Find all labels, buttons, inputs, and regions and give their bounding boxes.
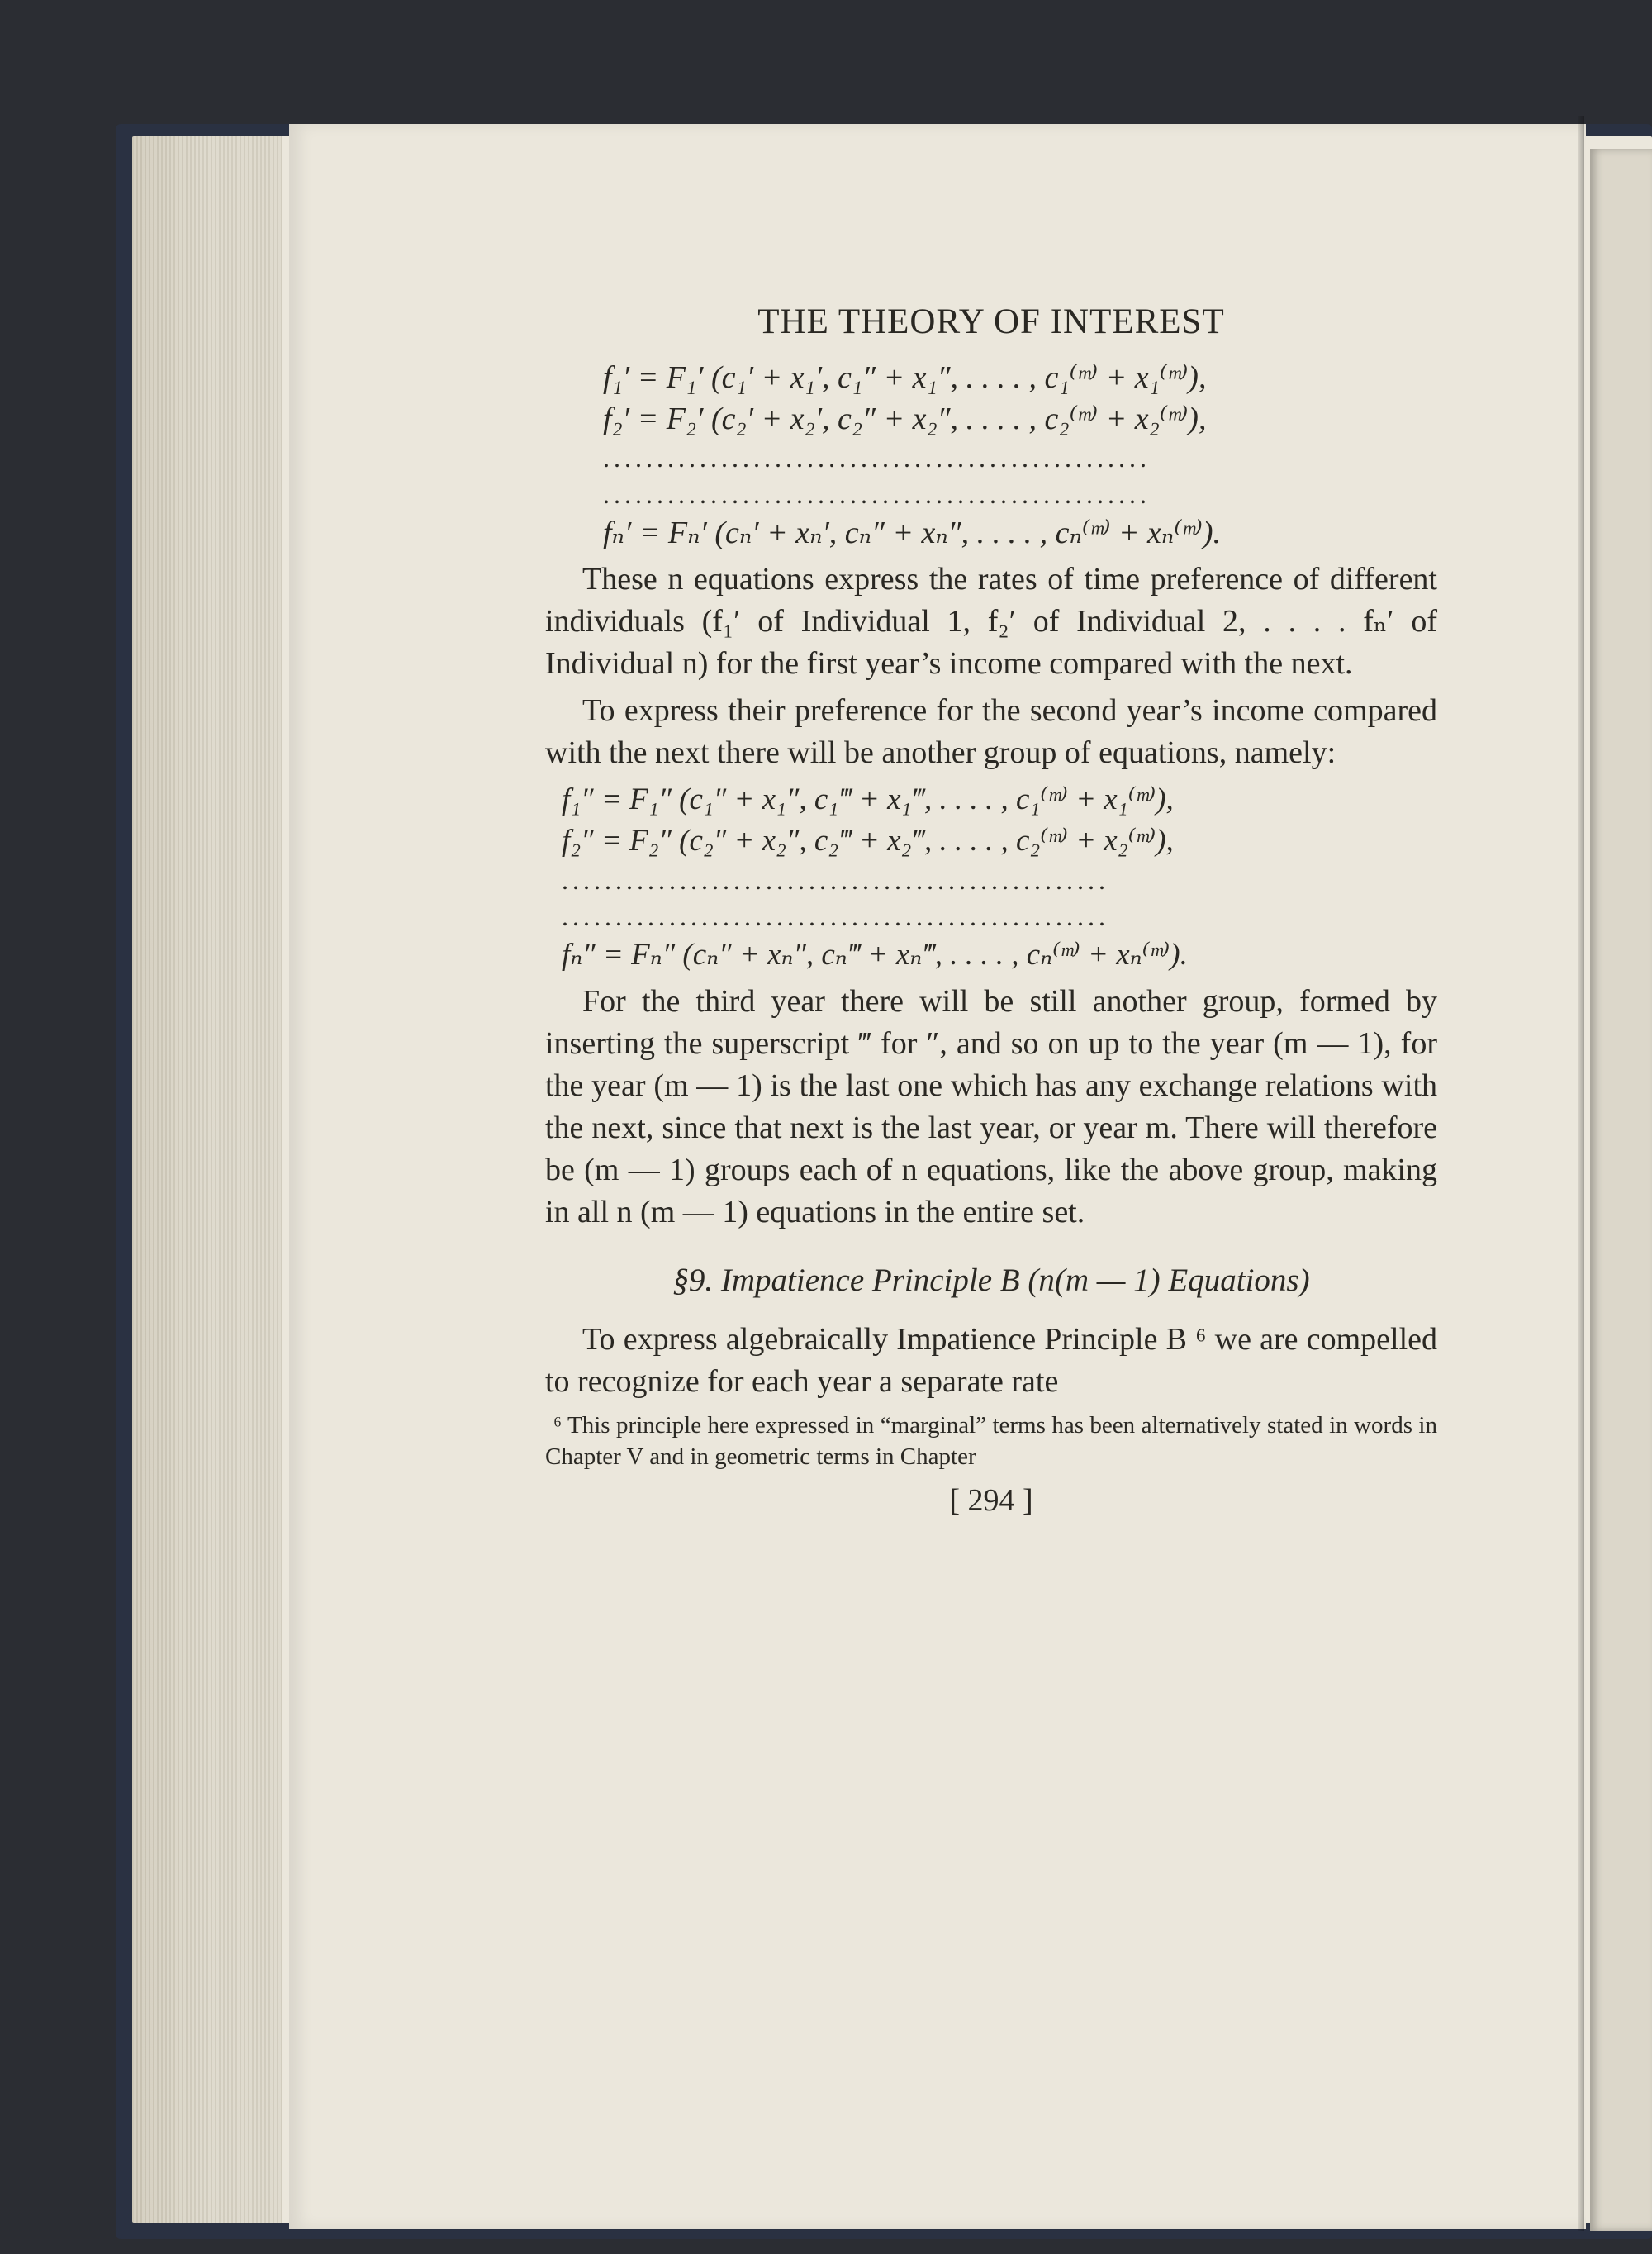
equation-row: fₙ″ = Fₙ″ (cₙ″ + xₙ″, cₙ‴ + xₙ‴, . . . . , cₙ⁽ᵐ⁾ + xₙ⁽ᵐ⁾). bbox=[562, 938, 1188, 972]
paragraph: For the third year there will be still another group, formed by inserting the superscript ‴ for ″, and so on up to the year (m — 1), for the year (m — 1) is the last one which has any exchange relations with the next, since that next is the last year, or year m. There will therefore be (m — 1) groups each of n equations, like the above group, making in all n (m — 1) equations in the entire set. bbox=[545, 984, 1437, 1229]
equation-row: f₂′ = F₂′ (c₂′ + x₂′, c₂″ + x₂″, . . . . , c₂⁽ᵐ⁾ + x₂⁽ᵐ⁾), bbox=[603, 402, 1207, 436]
equation-row: f₁″ = F₁″ (c₁″ + x₁″, c₁‴ + x₁‴, . . . . , c₁⁽ᵐ⁾ + x₁⁽ᵐ⁾), bbox=[562, 782, 1174, 816]
equation-row: f₁′ = F₁′ (c₁′ + x₁′, c₁″ + x₁″, . . . . , c₁⁽ᵐ⁾ + x₁⁽ᵐ⁾), bbox=[603, 360, 1207, 395]
dot-leader-row: ................................................... bbox=[603, 443, 1151, 473]
page-text bbox=[545, 285, 1437, 1519]
paragraph: To express their preference for the second year’s income compared with the next there will be another group of equations, namely: bbox=[545, 693, 1437, 770]
page-edges bbox=[134, 136, 282, 2223]
section-heading: §9. Impatience Principle B (n(m — 1) Equations) bbox=[672, 1263, 1310, 1298]
facing-page-edge bbox=[1590, 149, 1652, 2231]
book-gutter bbox=[1578, 116, 1584, 2231]
dot-leader-row: ................................................... bbox=[562, 901, 1109, 931]
equation-row: fₙ′ = Fₙ′ (cₙ′ + xₙ′, cₙ″ + xₙ″, . . . . , cₙ⁽ᵐ⁾ + xₙ⁽ᵐ⁾). bbox=[603, 516, 1221, 550]
paragraph: These n equations express the rates of time preference of different individuals (f₁′ of Individual 1, f₂′ of Individual 2, . . . . fₙ′ of Individual n) for the first year’s income compared with the next. bbox=[545, 562, 1437, 681]
footnote: ⁶ This principle here expressed in “marginal” terms has been alternatively stated in words in Chapter V and in geometric terms in Chapter bbox=[545, 1412, 1437, 1470]
page-number: [ 294 ] bbox=[949, 1483, 1033, 1518]
dot-leader-row: ................................................... bbox=[562, 865, 1109, 895]
dot-leader-row: ................................................... bbox=[603, 479, 1151, 509]
equation-row: f₂″ = F₂″ (c₂″ + x₂″, c₂‴ + x₂‴, . . . . , c₂⁽ᵐ⁾ + x₂⁽ᵐ⁾), bbox=[562, 824, 1174, 858]
running-head: THE THEORY OF INTEREST bbox=[757, 302, 1225, 341]
paragraph: To express algebraically Impatience Principle B ⁶ we are compelled to recognize for each year a separate rate bbox=[545, 1322, 1437, 1399]
